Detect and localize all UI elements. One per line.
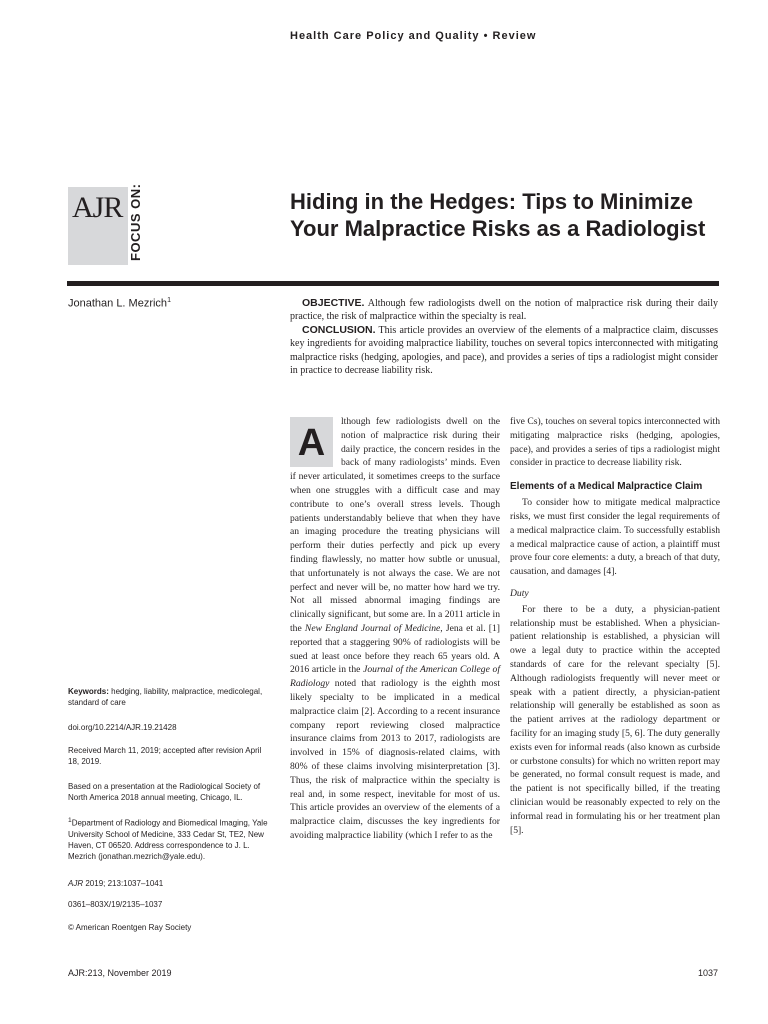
intro-continuation: five Cs), touches on several topics interconnected with mitigating malpractice risks (hedging, apologies, pace), and provides a series of tips a radiologist might consider in practice to decrease liability risk. [510,416,720,469]
conclusion-text: This article provides an overview of the elements of a malpractice claim, discusses key ingredients for avoiding malpractice liability, touches on several topics interconnected with mitigating malpractice risks (hedging, apologies, and pace), and provides a series of tips a radiologist might consider in practice to decrease liability risk. [290,324,718,377]
drop-cap: A [290,417,333,467]
keywords-label: Keywords: [68,687,109,696]
keywords-text: hedging, liability, malpractice, medicolegal, standard of care [68,687,263,707]
received-dates: Received March 11, 2019; accepted after revision April 18, 2019. [68,746,262,766]
objective-text: Although few radiologists dwell on the notion of malpractice risk during their daily practice, the risk of malpractice within the specialty is real. [290,298,718,323]
citation-journal: AJR [68,879,84,888]
author-sup: 1 [167,297,171,304]
logo-vertical-text: FOCUS ON: [128,183,143,261]
footer-journal: AJR:213, November 2019 [68,968,172,978]
keywords [68,686,273,708]
section-heading: Elements of a Medical Malpractice Claim [510,481,703,493]
author [68,297,171,310]
ajr-focus-logo [68,183,160,265]
title-rule [67,281,719,286]
affiliation-sup: 1 [68,817,72,824]
journal-nejm: New England Journal of Medicine [304,622,441,634]
doi: doi.org/10.2214/AJR.19.21428 [68,723,177,732]
elements-paragraph: To consider how to mitigate medical malpractice risks, we must first consider the legal requirements of a medical malpractice claim. To successfully establish a medical malpractice cause of action, a plaintiff must prove four core elements: a duty, a breach of that duty, causation, and damages [4]. [510,497,720,578]
subsection-heading: Duty [510,587,529,599]
copyright: © American Roentgen Ray Society [68,923,192,932]
intro-text-3: noted that radiology is the eighth most likely specialty to be implicated in a medical malpractice claim [2]. According to a recent insurance company report reviewing closed malpractice insurance claims from 2013 to 2017, radiologists are involved in 15% of diagnosis-related claims, with 80% of these claims involving misinterpretation [3]. Thus, the risk of malpractice within the specialty is real and, in some respect, inevitable for most of us. This article provides an overview of the elements of a malpractice claim, discusses the key ingredients for avoiding malpractice liability (which I refer to as the [290,678,500,841]
journal-jacr: Journal of the American College of Radiology [290,664,500,690]
abstract-objective [290,297,718,324]
author-name: Jonathan L. Mezrich [68,297,168,310]
intro-text-1: lthough few radiologists dwell on the notion of malpractice risk during their daily practice, the concern resides in the back of many radiologists’ minds. Even if never articulated, it sometimes creeps to the surface when one struggles with a difficult case and may contribute to one’s overall stress levels. Though patients understandably believe that when they have an imaging procedure the treating physicians will perform their duties perfectly and pick up every finding flawlessly, no matter how subtle or unusual, that unfortunately is not always the case. We are not perfect and never will be, no matter how hard we try. Not all missed abnormal imaging findings are clinically significant, but some are. In a 2011 article in the [290,416,500,634]
abstract [290,297,718,377]
citation-text: 2019; 213:1037–1041 [83,879,164,888]
conclusion-label: CONCLUSION. [302,323,376,336]
affiliation-text: Department of Radiology and Biomedical Imaging, Yale University School of Medicine, 333 Cedar St, TE2, New Haven, CT 06520. Address correspondence to J. L. Mezrich (jonathan.mezrich@yale.edu). [68,818,268,861]
objective-label: OBJECTIVE. [302,297,365,309]
body-column-1 [290,415,500,843]
intro-text-2: , Jena et al. [1] reported that a staggering 90% of radiologists will be sued at least once before they reach 65 years old. A 2016 article in the [290,622,500,676]
page-number: 1037 [697,968,718,978]
body-column-2 [510,415,720,837]
duty-paragraph: For there to be a duty, a physician-patient relationship must be established. When a physician-patient relationship is established, a physician will owe a legal duty to practice within the accepted standards of care for the relevant specialty [5]. Although radiologists frequently will never meet or speak with a patient directly, a physician-patient relationship will generally be established as soon as the patient arrives at the radiology department or facility for an imaging study [5, 6]. The duty generally exists even for informal reads (also known as curbside or curbstone consults) for which no written report may be generated, no formal consult request is made, and the patient is not specifically billed, if the treating clinician would be reasonably expected to rely on the informal read in formulating his or her treatment plan [5]. [510,603,720,836]
running-head: Health Care Policy and Quality • Review [290,30,537,42]
article-title: Hiding in the Hedges: Tips to Minimize Your Malpractice Risks as a Radiologist [290,189,706,241]
citation [68,878,273,889]
affiliation [68,815,273,862]
issn: 0361–803X/19/2135–1037 [68,900,163,909]
presentation-note: Based on a presentation at the Radiological Society of North America 2018 annual meeting, Chicago, IL. [68,782,261,802]
abstract-conclusion [290,324,718,378]
intro-paragraph [290,415,500,843]
logo-text: AJR [72,191,123,224]
